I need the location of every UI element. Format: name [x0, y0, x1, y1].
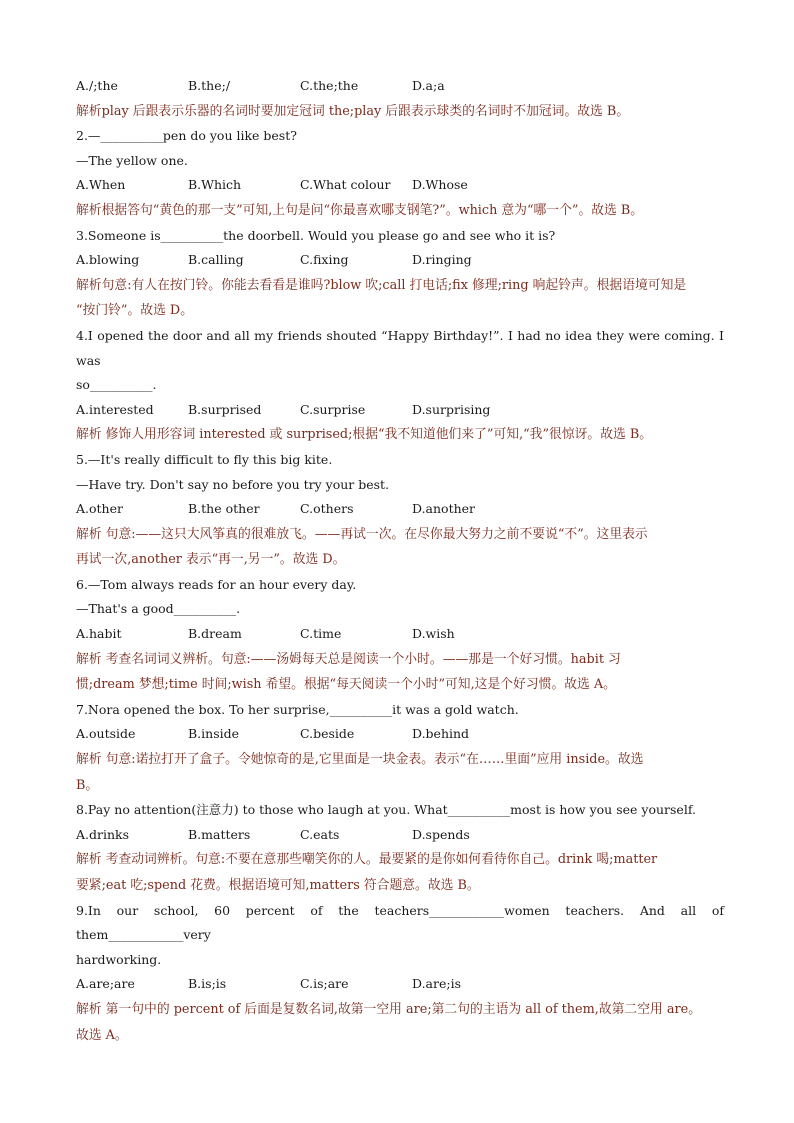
- answer-options: [76, 497, 724, 522]
- answer-option: C.beside: [300, 726, 355, 742]
- question-block: [76, 573, 724, 698]
- analysis-text: 解析play 后跟表示乐器的名词时要加定冠词 the;play 后跟表示球类的名词时不加冠词。故选 B。: [76, 103, 630, 119]
- answer-options: [76, 398, 724, 423]
- answer-option: A./;the: [76, 78, 118, 93]
- answer-option: A.outside: [76, 726, 136, 742]
- answer-option: B.matters: [188, 826, 251, 842]
- answer-option: C.time: [300, 626, 342, 642]
- answer-option: A.drinks: [76, 826, 130, 842]
- question-block: [76, 74, 724, 124]
- answer-options: [76, 173, 724, 198]
- analysis-text: 解析 修饰人用形容词 interested 或 surprised;根据“我不知道他们来了”可知,“我”很惊讶。故选 B。: [76, 427, 653, 443]
- question-text: so__________.: [76, 377, 157, 393]
- analysis-text: 解析 句意:诺拉打开了盒子。令她惊奇的是,它里面是一块金表。表示“在……里面”应用 inside。故选: [76, 752, 644, 768]
- answer-options: [76, 722, 724, 747]
- answer-option: B.surprised: [188, 401, 262, 417]
- analysis-text: 解析 第一句中的 percent of 后面是复数名词,故第一空用 are;第二句的主语为 all of them,故第二空用 are。: [76, 1001, 701, 1017]
- answer-options: [76, 972, 724, 997]
- answer-option: A.are;are: [76, 976, 135, 992]
- analysis-text: 解析 句意:——这只大风筝真的很难放飞。——再试一次。在尽你最大努力之前不要说“不”。这里表示: [76, 526, 648, 542]
- answer-option: B.the;/: [188, 78, 231, 93]
- answer-option: C.What colour: [300, 177, 391, 193]
- answer-option: C.eats: [300, 826, 340, 842]
- answer-option: C.surprise: [300, 401, 366, 417]
- analysis-text: 解析句意:有人在按门铃。你能去看看是谁吗?blow 吹;call 打电话;fix 修理;ring 响起铃声。根据语境可知是: [76, 277, 687, 293]
- question-text: 8.Pay no attention(注意力) to those who laugh at you. What__________most is how you see yourself.: [76, 802, 696, 818]
- answer-option: B.dream: [188, 626, 242, 642]
- analysis-text: 解析 考查名词词义辨析。句意:——汤姆每天总是阅读一个小时。——那是一个好习惯。habit 习: [76, 651, 621, 667]
- answer-option: C.fixing: [300, 252, 349, 268]
- question-text: 6.—Tom always reads for an hour every day.: [76, 576, 357, 592]
- question-text: hardworking.: [76, 951, 162, 967]
- answer-option: A.other: [76, 501, 123, 517]
- answer-option: D.Whose: [412, 177, 468, 193]
- answer-option: B.calling: [188, 252, 244, 268]
- analysis-text: 要紧;eat 吃;spend 花费。根据语境可知,matters 符合题意。故选 B。: [76, 878, 480, 893]
- question-text: 3.Someone is__________the doorbell. Would you please go and see who it is?: [76, 227, 556, 243]
- question-text: —The yellow one.: [76, 152, 188, 168]
- question-text: 5.—It's really difficult to fly this big kite.: [76, 451, 333, 467]
- answer-option: A.habit: [76, 626, 122, 642]
- answer-option: B.inside: [188, 726, 240, 742]
- answer-options: [76, 74, 724, 99]
- answer-option: D.another: [412, 501, 476, 517]
- answer-option: B.the other: [188, 501, 260, 517]
- answer-options: [76, 622, 724, 647]
- question-block: [76, 899, 724, 1049]
- analysis-text: 解析 考查动词辨析。句意:不要在意那些嘲笑你的人。最要紧的是你如何看待你自己。drink 喝;matter: [76, 852, 658, 868]
- question-block: [76, 448, 724, 573]
- analysis-text: B。: [76, 777, 99, 793]
- question-block: [76, 698, 724, 798]
- question-block: [76, 124, 724, 223]
- analysis-text: 故选 A。: [76, 1027, 128, 1043]
- answer-option: C.others: [300, 501, 354, 517]
- answer-option: B.Which: [188, 177, 242, 193]
- question-block: [76, 798, 724, 898]
- answer-option: D.are;is: [412, 976, 461, 992]
- answer-option: A.When: [76, 177, 126, 193]
- answer-option: C.the;the: [300, 78, 359, 93]
- answer-option: D.behind: [412, 726, 470, 742]
- answer-option: D.surprising: [412, 401, 491, 417]
- question-text: —That's a good__________.: [76, 601, 241, 617]
- worksheet-page: [76, 74, 724, 1048]
- answer-option: D.ringing: [412, 252, 472, 268]
- analysis-text: “按门铃”。故选 D。: [76, 303, 193, 319]
- analysis-text: 惯;dream 梦想;time 时间;wish 希望。根据“每天阅读一个小时”可知,这是个好习惯。故选 A。: [76, 677, 616, 693]
- answer-option: B.is;is: [188, 976, 227, 992]
- answer-option: D.wish: [412, 626, 455, 642]
- question-block: [76, 224, 724, 324]
- answer-option: C.is;are: [300, 976, 349, 992]
- question-text: 4.I opened the door and all my friends shouted “Happy Birthday!”. I had no idea they were coming. I was: [76, 327, 724, 368]
- question-text: 9.In our school, 60 percent of the teachers____________women teachers. And all of them____________very: [76, 902, 724, 943]
- analysis-text: 再试一次,another 表示“再一,另一”。故选 D。: [76, 552, 346, 568]
- answer-option: A.blowing: [76, 252, 140, 268]
- question-text: —Have try. Don't say no before you try your best.: [76, 476, 390, 492]
- question-text: 7.Nora opened the box. To her surprise,__________it was a gold watch.: [76, 701, 519, 717]
- question-text: 2.—__________pen do you like best?: [76, 128, 297, 144]
- question-block: [76, 324, 724, 448]
- answer-option: A.interested: [76, 401, 154, 417]
- answer-option: D.a;a: [412, 78, 445, 93]
- answer-options: [76, 248, 724, 273]
- analysis-text: 解析根据答句“黄色的那一支”可知,上句是问“你最喜欢哪支钢笔?”。which 意为“哪一个”。故选 B。: [76, 202, 644, 218]
- answer-option: D.spends: [412, 826, 470, 842]
- answer-options: [76, 823, 724, 848]
